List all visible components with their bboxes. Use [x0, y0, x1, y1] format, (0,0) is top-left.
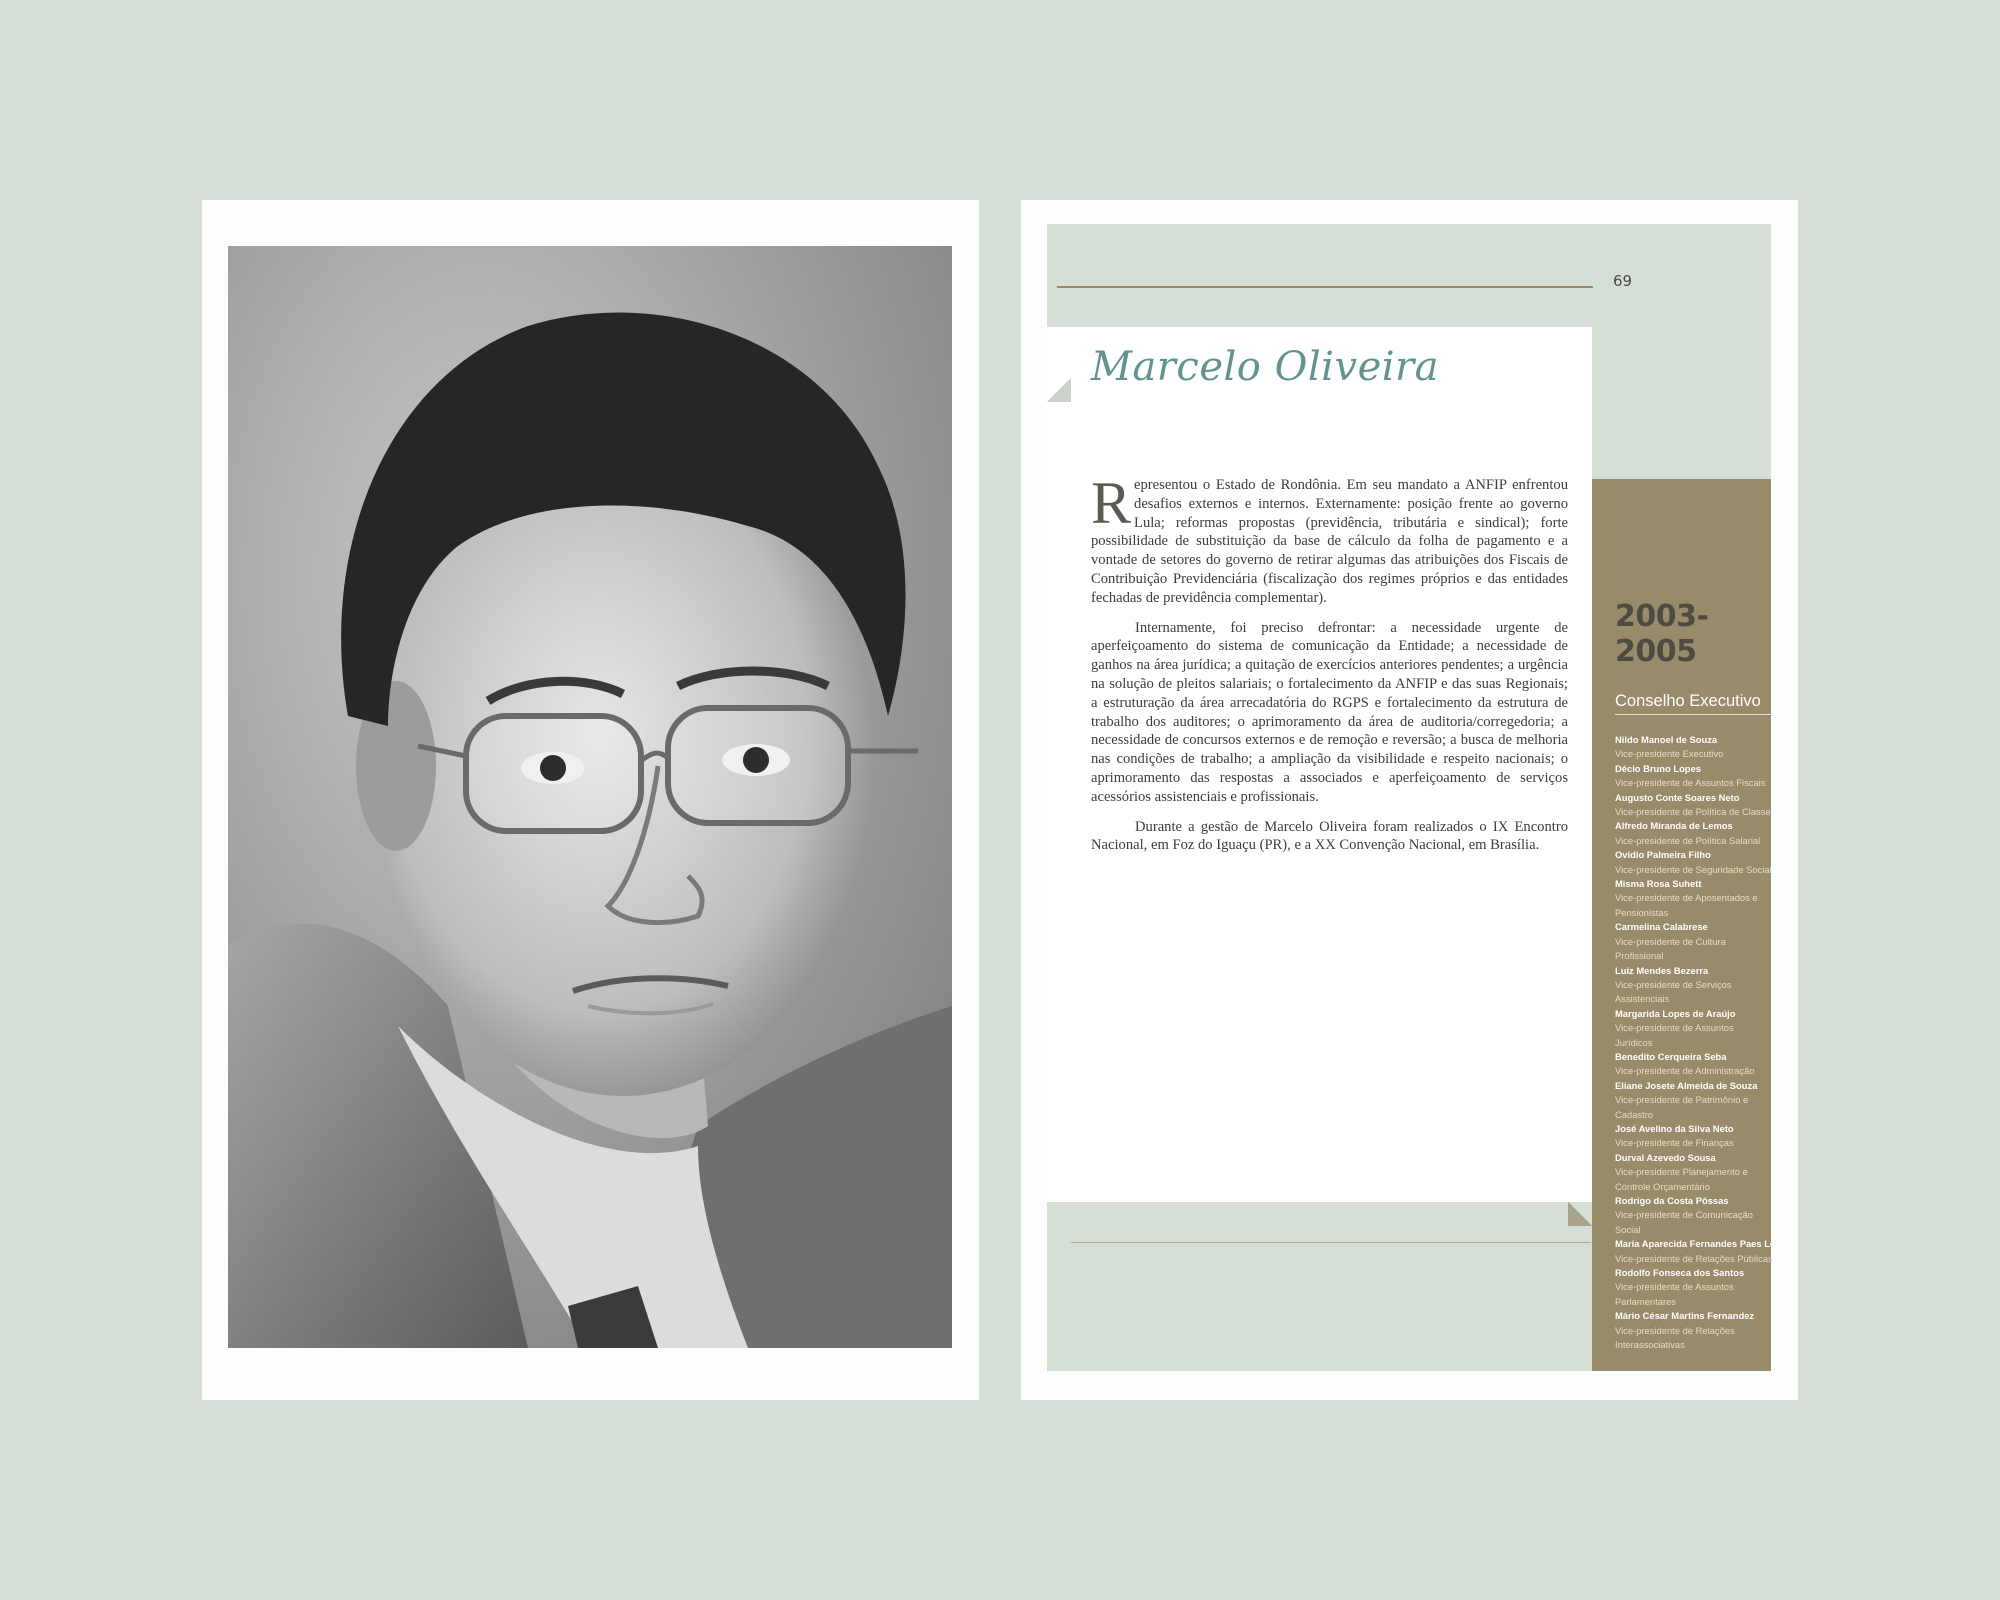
- bio-paragraph: Durante a gestão de Marcelo Oliveira foram realizados o IX Encontro Nacional, em Foz do Iguaçu (PR), e a XX Convenção Nacional, em Brasília.: [1091, 818, 1568, 854]
- council-member-name: Rodolfo Fonseca dos Santos: [1615, 1267, 1745, 1279]
- council-member-name: Nildo Manoel de Souza: [1615, 734, 1718, 745]
- council-member-role: Vice-presidente de Finanças: [1615, 1137, 1734, 1149]
- card-fold-decoration: [1047, 378, 1071, 402]
- council-member-name: Luiz Mendes Bezerra: [1615, 964, 1709, 976]
- council-member-role: Vice-presidente de Administração: [1615, 1065, 1755, 1077]
- right-page: [1021, 200, 1798, 1400]
- council-member-role: Vice-presidente de Patrimônio e Cadastro: [1615, 1094, 1749, 1120]
- header-rule: [1057, 286, 1593, 288]
- council-heading: Conselho Executivo: [1615, 692, 1771, 715]
- council-member-list: [1615, 733, 1789, 1352]
- bio-paragraph-text: epresentou o Estado de Rondônia. Em seu mandato a ANFIP enfrentou desafios externos e internos. Externamente: posição frente ao governo Lula; reformas propostas (previdência, tributária e sindical); forte possibilidade de substituição da base de cálculo da folha de pagamento e a vontade de setores do governo de retirar algumas das atribuições dos Fiscais de Contribuição Previdenciária (fiscalização dos regimes próprios e das entidades fechadas de previdência complementar).: [1091, 477, 1568, 606]
- council-member-name: Maria Aparecida Fernandes Paes Leme: [1615, 1238, 1789, 1250]
- council-member-role: Vice-presidente de Política Salarial: [1615, 834, 1761, 846]
- term-sidebar: [1592, 479, 1789, 1371]
- council-member-name: José Avelino da Silva Neto: [1615, 1122, 1734, 1134]
- bio-paragraph: [1091, 470, 1568, 608]
- council-member-role: Vice-presidente de Serviços Assistenciais: [1615, 978, 1732, 1005]
- council-member-role: Vice-presidente de Comunicação Social: [1615, 1209, 1753, 1235]
- council-member-name: Décio Bruno Lopes: [1615, 762, 1701, 774]
- council-member-role: Vice-presidente de Aposentados e Pensionistas: [1615, 892, 1758, 918]
- footer-rule: [1071, 1242, 1591, 1243]
- council-member-name: Benedito Cerqueira Seba: [1615, 1050, 1727, 1062]
- card-fold-decoration: [1568, 1202, 1592, 1226]
- council-member-name: Carmelina Calabrese: [1615, 921, 1708, 933]
- council-member-role: Vice-presidente Executivo: [1615, 748, 1724, 760]
- council-member-name: Durval Azevedo Sousa: [1615, 1151, 1716, 1163]
- council-member-role: Vice-presidente de Assuntos Fiscais: [1615, 777, 1766, 789]
- council-member-name: Rodrigo da Costa Pôssas: [1615, 1195, 1729, 1206]
- term-years: 2003-2005: [1615, 599, 1709, 669]
- council-member-name: Misma Rosa Suhett: [1615, 878, 1702, 890]
- council-member-name: Alfredo Miranda de Lemos: [1615, 820, 1733, 832]
- drop-cap: R: [1091, 470, 1132, 536]
- council-member-role: Vice-presidente de Relações Interassociativas: [1615, 1324, 1735, 1351]
- council-member-role: Vice-presidente de Política de Classe: [1615, 806, 1771, 818]
- left-page: [202, 200, 979, 1400]
- council-member-role: Vice-presidente Planejamento e Controle Orçamentário: [1615, 1166, 1748, 1192]
- council-member-role: Vice-presidente de Relações Públicas: [1615, 1252, 1773, 1264]
- council-member-name: Augusto Conte Soares Neto: [1615, 791, 1740, 803]
- person-name-title: Marcelo Oliveira: [1091, 344, 1439, 390]
- council-member-name: Margarida Lopes de Araújo: [1615, 1007, 1736, 1019]
- council-member-name: Mário César Martins Fernandez: [1615, 1310, 1755, 1322]
- council-member-role: Vice-presidente de Assuntos Parlamentares: [1615, 1281, 1734, 1307]
- council-member-role: Vice-presidente de Seguridade Social: [1615, 863, 1772, 875]
- council-member-name: Eliane Josete Almeida de Souza: [1615, 1079, 1758, 1091]
- biography-text: [1091, 470, 1568, 866]
- page-number: 69: [1613, 272, 1633, 290]
- council-member-name: Ovídio Palmeira Filho: [1615, 849, 1711, 861]
- council-member-role: Vice-presidente de Assuntos Jurídicos: [1615, 1022, 1734, 1048]
- bio-paragraph: Internamente, foi preciso defrontar: a necessidade urgente de aperfeiçoamento do sistema de comunicação da Entidade; a necessidade de ganhos na área jurídica; a quitação de exercícios anteriores pendentes; a urgência na solução de pleitos salariais; o fortalecimento da ANFIP e das suas Regionais; a estruturação da área arrecadatória do RGPS e fortalecimento da estrutura de trabalho dos auditores; o aprimoramento da área de auditoria/corregedoria; a necessidade de concursos externos e de remoção e reversão; a busca de melhoria nas condições de trabalho; a ampliação da visibilidade e respeito nacionais; o aprimoramento das respostas a associados e aperfeiçoamento de serviços acessórios assistenciais e profissionais.: [1091, 619, 1568, 805]
- council-member-role: Vice-presidente de Cultura Profissional: [1615, 935, 1726, 962]
- portrait-drawing: [228, 246, 952, 1348]
